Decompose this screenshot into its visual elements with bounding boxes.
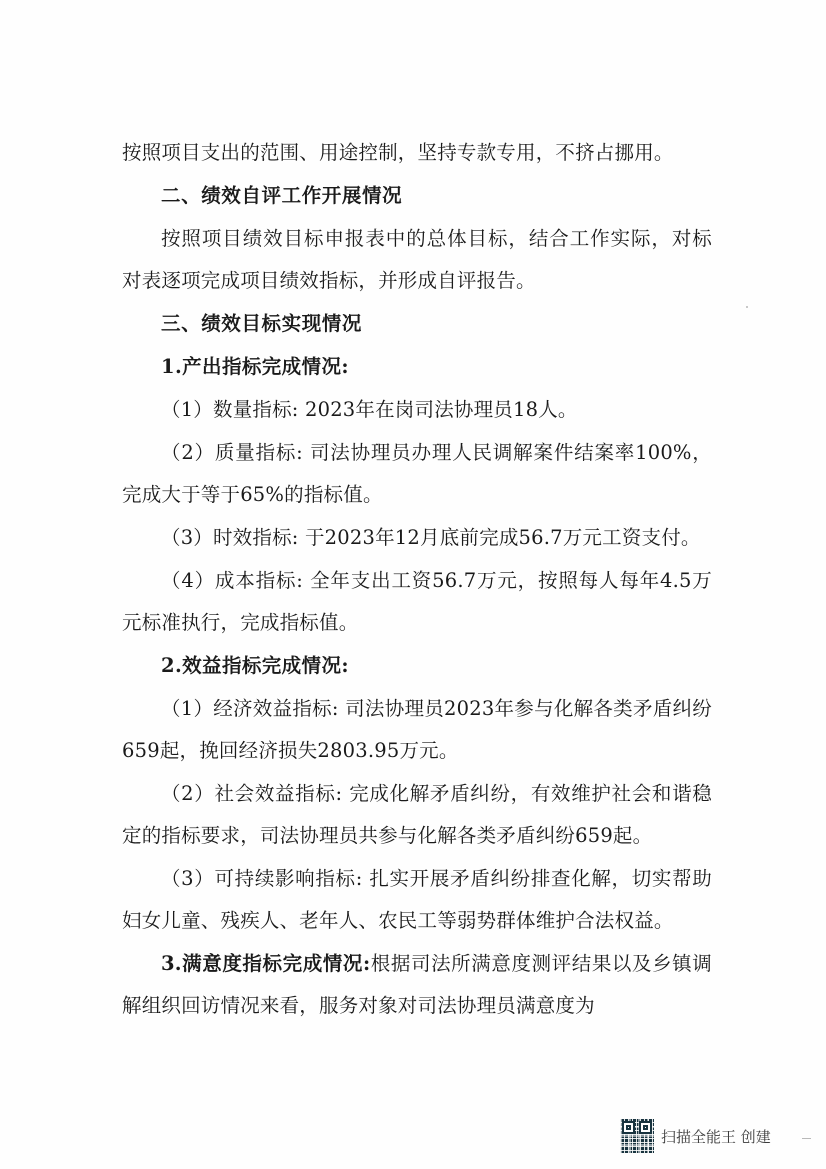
section-heading-3: 三、绩效目标实现情况: [161, 312, 363, 335]
paragraph-social-benefit-indicator: （2）社会效益指标: 完成化解矛盾纠纷，有效维护社会和谐稳定的指标要求，司法协理员共参与化解各类矛盾纠纷659起。: [122, 782, 712, 847]
subsection-heading-benefit-indicators: 2.效益指标完成情况:: [161, 654, 349, 677]
paragraph-1: 按照项目支出的范围、用途控制，坚持专款专用，不挤占挪用。: [122, 141, 674, 164]
paragraph-economic-benefit-indicator: （1）经济效益指标: 司法协理员2023年参与化解各类矛盾纠纷659起，挽回经济损失2803.95万元。: [122, 697, 712, 762]
paragraph-quantity-indicator: （1）数量指标: 2023年在岗司法协理员18人。: [161, 398, 578, 421]
paragraph-quality-indicator: （2）质量指标: 司法协理员办理人民调解案件结案率100%，完成大于等于65%的指标值。: [122, 441, 712, 506]
paragraph-cost-indicator: （4）成本指标: 全年支出工资56.7万元，按照每人每年4.5万元标准执行，完成指标值。: [122, 569, 712, 634]
page-speck: [746, 306, 748, 308]
document-body: [122, 132, 712, 1028]
paragraph-timeliness-indicator: （3）时效指标: 于2023年12月底前完成56.7万元工资支付。: [161, 526, 701, 549]
paragraph-sustainable-impact-indicator: （3）可持续影响指标: 扎实开展矛盾纠纷排查化解，切实帮助妇女儿童、残疾人、老年人、农民工等弱势群体维护合法权益。: [122, 867, 712, 932]
satisfaction-label: 3.满意度指标完成情况:: [161, 952, 371, 975]
paragraph-satisfaction-indicator: [122, 943, 712, 1027]
satisfaction-text: 根据司法所满意度测评结果以及乡镇调解组织回访情况来看，服务对象对司法协理员满意度为: [122, 952, 712, 1017]
page-mark: [802, 1138, 811, 1139]
qr-code-icon: [620, 1119, 654, 1153]
footer-watermark: [620, 1118, 800, 1154]
paragraph-2: 按照项目绩效目标申报表中的总体目标，结合工作实际，对标对表逐项完成项目绩效指标，并形成自评报告。: [122, 227, 712, 292]
footer-label: 扫描全能王 创建: [661, 1127, 771, 1146]
section-heading-2: 二、绩效自评工作开展情况: [161, 184, 403, 207]
subsection-heading-output-indicators: 1.产出指标完成情况:: [161, 355, 349, 378]
